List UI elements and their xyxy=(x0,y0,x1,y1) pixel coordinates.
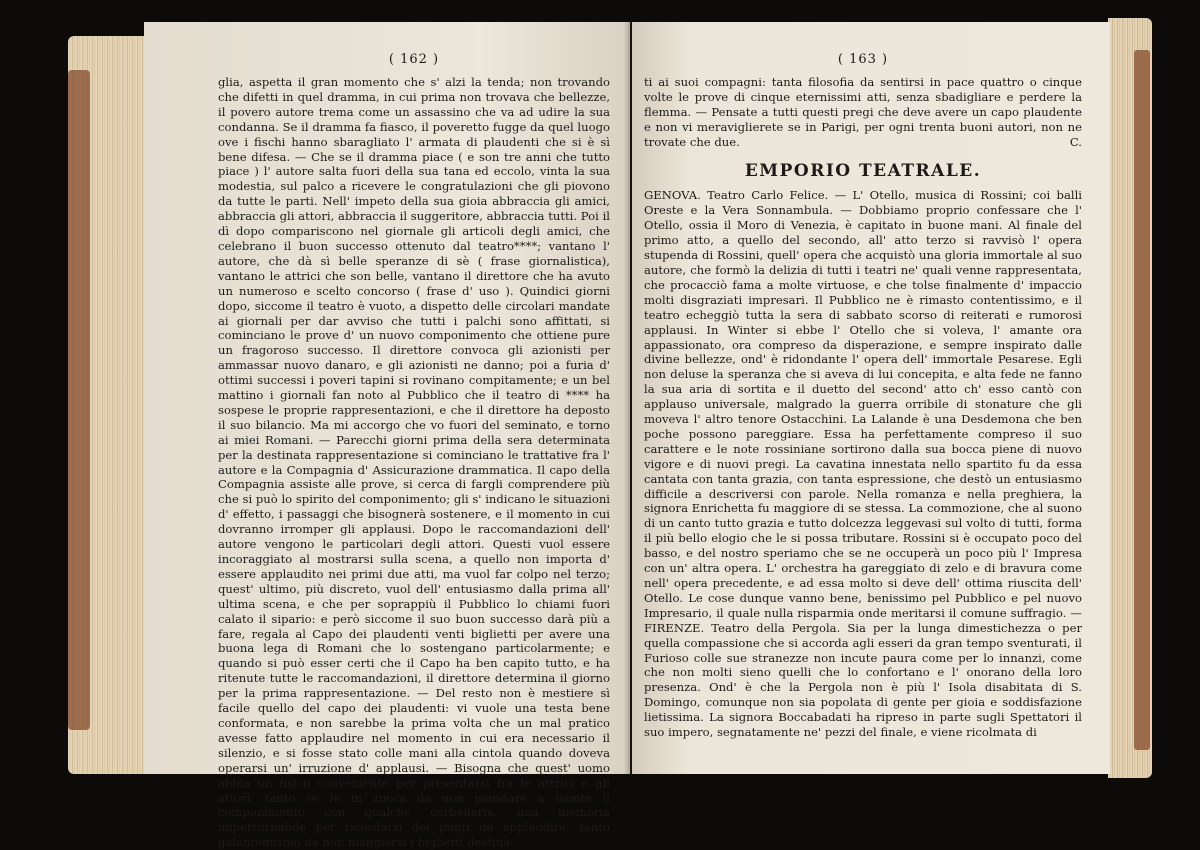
right-page xyxy=(632,22,1110,774)
left-page-text xyxy=(218,75,610,850)
right-page-body: GENOVA. Teatro Carlo Felice. — L' Otello, musica di Rossini; coi balli Oreste e la Vera Sonnambula. — Dobbiamo proprio confessare che l' Otello, ossia il Moro di Venezia, è capitato in buone mani. Al finale del primo atto, a quello del secondo, all' atto terzo si ravvisò l' opera stupenda di Rossini, quell' opera che acquistò una gloria immortale al suo autore, che formò la delizia di tutti i teatri ne' quali venne rappresentata, che procacciò fama a molte virtuose, e che tolse finalmente d' impaccio molti disgraziati impresari. Il Pubblico ne è rimasto contentissimo, e il teatro echeggiò tutta la sera di sabbato scorso di reiterati e rumorosi applausi. In Winter si ebbe l' Otello che si voleva, l' amante ora appassionato, ora compreso da disperazione, e sempre inspirato dalle divine bellezze, ond' è ridondante l' opera dell' immortale Pesarese. Egli non deluse la speranza che si aveva di lui concepita, e alta fede ne fanno la sua aria di sortita e il duetto del second' atto ch' esso cantò con applauso universale, malgrado la guerra orribile di stonature che gli moveva l' altro tenore Ostacchini. La Lalande è una Desdemona che ben poche possono pareggiare. Essa ha perfettamente compreso il suo carattere e le note rossiniane sortirono dalla sua bocca piene di nuovo vigore e di nuovi pregi. La cavatina innestata nello spartito fu da essa cantata con tanta grazia, con tanta espressione, che destò un entusiasmo difficile a descriversi con parole. Nella romanza e nella preghiera, la signora Enrichetta fu maggiore di se stessa. La commozione, che al suono di un canto tutto grazia e tutto dolcezza leggevasi sul volto di tutti, forma il più bello elogio che le si possa tributare. Rossini si è occupato poco del basso, e del nostro speriamo che se ne occuperà un poco più l' Impresa con un' altra opera. L' orchestra ha gareggiato di zelo e di bravura come nell' opera precedente, e ad essa molto si deve dell' ottima riuscita dell' Otello. Le cose dunque vanno bene, benissimo pel Pubblico e pel nuovo Impresario, il quale nulla risparmia onde meritarsi il comune suffragio. — FIRENZE. Teatro della Pergola. Sia per la lunga dimestichezza o per quella compassione che si accorda agli esseri da gran tempo sventurati, il Furioso colle sue stranezze non incute paura come per lo innanzi, come che non molti sieno quelli che lo confortano e l' onorano della loro presenza. Ond' è che la Pergola non è più l' Isola disabitata di S. Domingo, comunque non sia popolata di gente per gioia e soddisfazione lietissima. La signora Boccabadati ha ripreso in parte sugli Spettatori il suo impero, segnatamente ne' pezzi del finale, e viene ricolmata di xyxy=(644,188,1082,740)
right-page-intro xyxy=(644,75,1082,150)
right-page-number: ( 163 ) xyxy=(837,52,889,67)
section-heading: EMPORIO TEATRALE. xyxy=(744,160,982,181)
right-cover-edge xyxy=(1134,50,1150,750)
right-page-intro-text: ti ai suoi compagni: tanta filosofia da sentirsi in pace quattro o cinque volte le prove di cinque eternissimi atti, senza sbadigliare e perdere la flemma. — Pensate a tutti questi pregi che deve avere un capo plaudente e non vi meraviglierete se in Parigi, per ogni trenta buoni autori, non ne trovate che due. xyxy=(644,75,1082,149)
left-page-paragraph: glia, aspetta il gran momento che s' alzi la tenda; non trovando che difetti in quel dramma, in cui prima non trovava che bellezze, il povero autore trema come un assassino che va ad udire la sua condanna. Se il dramma fa fiasco, il poveretto fugge da quel luogo ove i fischi hanno sbaragliato l' armata di plaudenti che si è sì bene difesa. — Che se il dramma piace ( e son tre anni che tutto piace ) l' autore salta fuori della sua tana ed eccolo, vinta la sua modestia, sul palco a ricevere le congratulazioni che gli piovono da tutte le parti. Nell' impeto della sua gioia abbraccia gli amici, abbraccia gli attori, abbraccia il suggeritore, abbraccia tutti. Poi il dì dopo compariscono nel giornale gli articoli degli amici, che celebrano il buon successo ottenuto dal teatro****; vantano l' autore, che dà sì belle speranze di sè ( frase giornalistica), vantano le attrici che son belle, vantano il direttore che ha avuto un numeroso e scelto concorso ( frase d' uso ). Quindici giorni dopo, siccome il teatro è vuoto, a dispetto delle circolari mandate ai giornali per dar avviso che tutti i palchi sono affittati, si cominciano le prove d' un nuovo componimento che ottiene pure un fragoroso successo. Il direttore convoca gli azionisti per ammassar nuovo danaro, e gli azionisti ne danno; poi a furia d' ottimi successi i poveri tapini si rovinano compitamente; e un bel mattino i giornali fan noto al Pubblico che il teatro di **** ha sospese le proprie rappresentazioni, e che il direttore ha deposto il suo bilancio. Ma mi accorgo che vo fuori del seminato, e torno ai miei Romani. — Parecchi giorni prima della sera determinata per la destinata rappresentazione si cominciano le trattative fra l' autore e la Compagnia d' Assicurazione drammatica. Il capo della Compagnia assiste alle prove, si cerca di fargli comprendere più che si può lo spirito del componimento; gli s' indicano le situazioni d' effetto, i passaggi che bisognerà sostenere, e il momento in cui dovranno irromper gli applausi. Dopo le raccomandazioni dell' autore vengono le particolari degli attori. Questi vuol essere incoraggiato al mostrarsi sulla scena, a quello non importa d' essere applaudito nei primi due atti, ma vuol far colpo nel terzo; quest' ultimo, più discreto, vuol dell' entusiasmo dalla prima all' ultima scena, e che per soprappiù il Pubblico lo chiami fuori calato il sipario: e però siccome il suo buon successo darà più a fare, regala al Capo dei plaudenti venti biglietti per avere una buona lega di Romani che lo sostengano particolarmente; e quando si può esser certi che il Capo ha ben capito tutto, e ha ritenute tutte le raccomandazioni, il direttore determina il giorno per la prima rappresentazione. — Del resto non è mestiere sì facile quello del capo dei plaudenti: vi vuole una testa bene conformata, e non sarebbe la prima volta che un mal pratico avesse fatto applaudire nel momento in cui era necessario il silenzio, e si fosse stato colle mani alla cintola quando doveva operarsi un' irruzione d' applausi. — Bisogna che quest' uomo abbia un fisico conveniente per presentarsi fra le attrici e gli attori, tanto se le in zucca da non mandare a monte il componimento con qualche corbelleria, una memoria imperturbabile per ricordarsi dei punti da applaudire; tanto galantomismo da non mangiarsi i biglietti destina- xyxy=(218,75,610,850)
right-page-text xyxy=(644,75,1082,740)
open-book xyxy=(62,10,1158,850)
article-signature: C. xyxy=(1069,134,1082,149)
left-page xyxy=(144,22,630,850)
left-cover-edge xyxy=(68,70,90,730)
left-page-number: ( 162 ) xyxy=(388,52,440,67)
